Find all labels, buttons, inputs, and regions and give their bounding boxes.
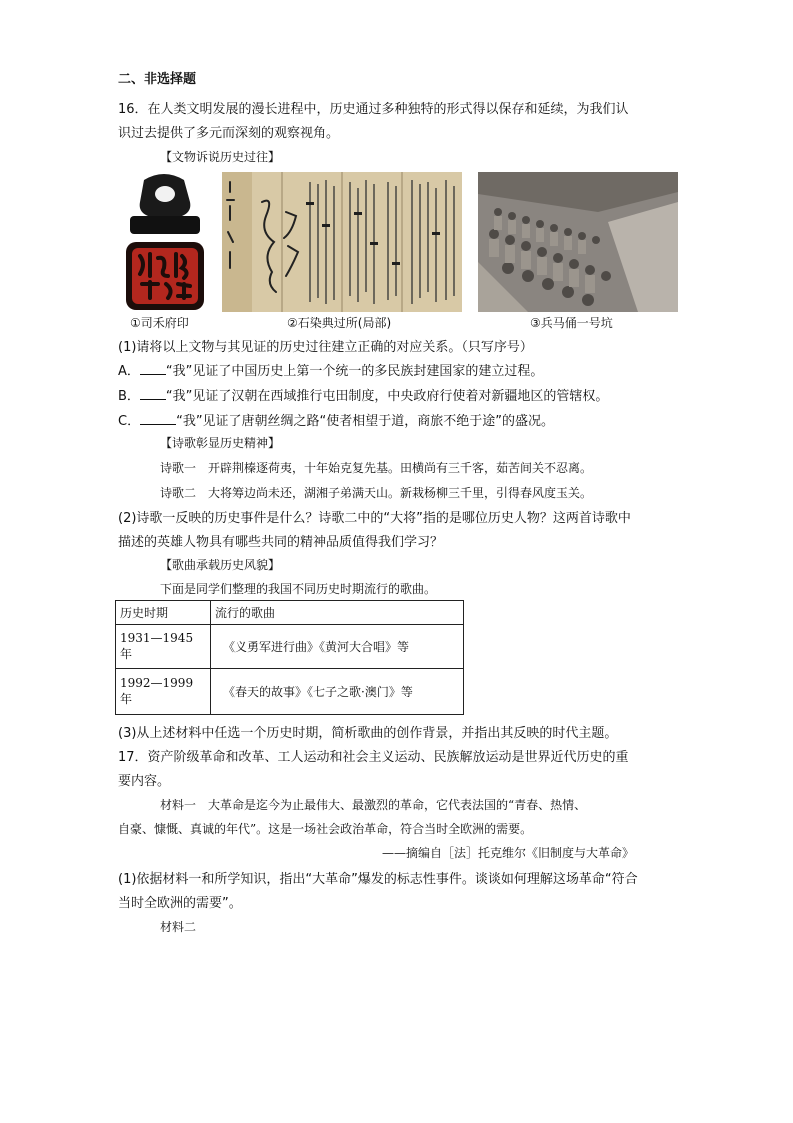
q16-sub2-line1: (2)诗歌一反映的历史事件是什么？诗歌二中的“大将”指的是哪位历史人物？这两首诗歌中	[118, 511, 631, 526]
poem-1-label: 诗歌一	[160, 461, 197, 475]
terracotta-image	[478, 172, 678, 312]
header-period: 历史时期	[116, 601, 211, 625]
q16-stem-line1: 16．在人类文明发展的漫长进程中，历史通过多种独特的形式得以保存和延续，为我们认	[118, 102, 629, 117]
q17-stem-line2: 要内容。	[118, 774, 171, 789]
option-a	[118, 360, 543, 379]
terracotta-photo	[478, 172, 678, 312]
option-a-letter: A．	[118, 364, 140, 379]
table-row	[116, 669, 464, 715]
option-b	[118, 385, 608, 404]
header-songs: 流行的歌曲	[211, 601, 464, 625]
poem-2-text: 大将筹边尚未还，湖湘子弟满天山。新栽杨柳三千里，引得春风度玉关。	[208, 486, 593, 500]
row1-period-b: 年	[120, 647, 133, 661]
row1-period-a: 1931—1945	[120, 631, 194, 645]
poem-1	[160, 459, 592, 476]
poem-2	[160, 484, 592, 501]
option-c-text: “我”见证了唐朝丝绸之路“使者相望于道，商旅不绝于途”的盛况。	[176, 414, 555, 429]
q17-stem-line1: 17．资产阶级革命和改革、工人运动和社会主义运动、民族解放运动是世界近代历史的重	[118, 750, 629, 765]
q16-sub3: (3)从上述材料中任选一个历史时期，简析歌曲的创作背景，并指出其反映的时代主题。	[118, 726, 618, 741]
poem-1-text: 开辟荆榛逐荷夷，十年始克复先基。田横尚有三千客，茹苦间关不忍离。	[208, 461, 593, 475]
table-row	[116, 625, 464, 669]
part3-intro: 下面是同学们整理的我国不同历史时期流行的歌曲。	[160, 582, 437, 596]
option-c	[118, 410, 554, 429]
option-b-letter: B．	[118, 389, 140, 404]
material-1-source: ——摘编自［法］托克维尔《旧制度与大革命》	[382, 846, 635, 860]
q17-sub1-line2: 当时全欧洲的需要”。	[118, 896, 242, 911]
material-1-line1: 材料一 大革命是迄今为止最伟大、最激烈的革命，它代表法国的“青春、热情、	[160, 798, 587, 812]
material-2-label: 材料二	[160, 920, 197, 934]
part3-heading: 【歌曲承载历史风貌】	[160, 558, 281, 572]
row2-songs: 《春天的故事》《七子之歌·澳门》等	[211, 669, 464, 715]
q16-stem-line2: 识过去提供了多元而深刻的观察视角。	[118, 126, 340, 141]
option-b-text: “我”见证了汉朝在西域推行屯田制度，中央政府行使着对新疆地区的管辖权。	[165, 389, 609, 404]
row2-period-b: 年	[120, 692, 133, 706]
option-b-blank[interactable]	[140, 388, 166, 400]
option-a-text: “我”见证了中国历史上第一个统一的多民族封建国家的建立过程。	[165, 364, 544, 379]
row1-period	[116, 625, 211, 669]
table-header-row	[116, 601, 464, 625]
caption-3: ③兵马俑一号坑	[530, 316, 613, 330]
row1-songs: 《义勇军进行曲》《黄河大合唱》等	[211, 625, 464, 669]
document-photo	[222, 172, 462, 312]
part1-heading: 【文物诉说历史过往】	[160, 150, 281, 164]
poem-2-label: 诗歌二	[160, 486, 197, 500]
row2-period-a: 1992—1999	[120, 676, 194, 690]
songs-table	[115, 600, 464, 715]
q16-sub2-line2: 描述的英雄人物具有哪些共同的精神品质值得我们学习？	[118, 535, 444, 550]
seal-photo	[124, 172, 206, 312]
option-c-letter: C．	[118, 414, 141, 429]
document-image	[222, 172, 462, 312]
option-c-blank[interactable]	[140, 413, 176, 425]
part2-heading: 【诗歌彰显历史精神】	[160, 436, 281, 450]
q17-sub1-line1: (1)依据材料一和所学知识，指出“大革命”爆发的标志性事件。谈谈如何理解这场革命“符合	[118, 872, 638, 887]
option-a-blank[interactable]	[140, 363, 166, 375]
seal-image	[124, 172, 206, 312]
caption-1: ①司禾府印	[130, 316, 189, 330]
row2-period	[116, 669, 211, 715]
q16-sub1: (1)请将以上文物与其见证的历史过往建立正确的对应关系。（只写序号）	[118, 340, 533, 355]
caption-2: ②石染典过所(局部)	[287, 316, 392, 330]
section-title: 二、非选择题	[118, 72, 197, 87]
material-1-line2: 自豪、慷慨、真诚的年代”。这是一场社会政治革命，符合当时全欧洲的需要。	[118, 822, 533, 836]
